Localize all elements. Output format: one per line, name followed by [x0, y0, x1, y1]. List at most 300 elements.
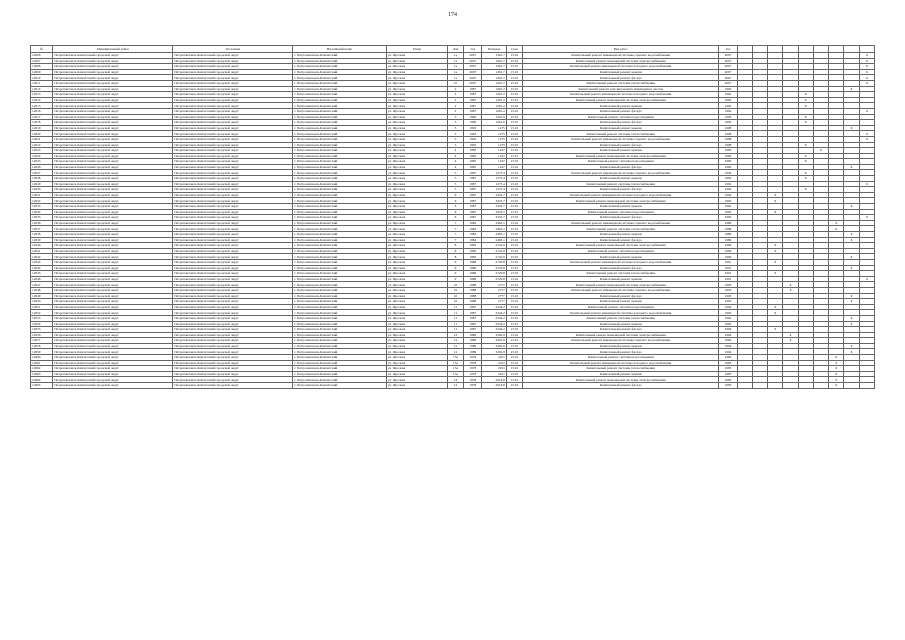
table-cell: 11: [447, 321, 463, 327]
table-cell: 1987: [464, 181, 482, 187]
table-cell: [859, 383, 874, 389]
table-cell: г. Петропавловск-Камчатский: [293, 125, 387, 131]
table-cell: 15.01: [506, 237, 522, 243]
table-cell: 1983: [719, 383, 737, 389]
table-cell: 12627: [31, 170, 53, 176]
table-cell: 8: [447, 254, 463, 260]
table-cell: ул. Фролова: [386, 366, 447, 372]
table-cell: 3: [447, 120, 463, 126]
table-cell: x: [829, 355, 844, 361]
table-cell: 12613: [31, 92, 53, 98]
table-cell: x: [829, 220, 844, 226]
table-cell: 2544.2: [482, 321, 506, 327]
table-cell: 12641: [31, 248, 53, 254]
table-cell: 11: [447, 327, 463, 333]
table-cell: Петропавловск-Камчатский городской округ: [53, 131, 173, 137]
table-cell: 1992: [719, 97, 737, 103]
table-cell: 15.01: [506, 243, 522, 249]
table-cell: 1995: [719, 114, 737, 120]
table-cell: 1990: [719, 248, 737, 254]
header-cell: [829, 46, 844, 53]
table-cell: 1978: [464, 355, 482, 361]
table-cell: 1992: [719, 92, 737, 98]
table-cell: 12608: [31, 64, 53, 70]
table-cell: x: [844, 265, 859, 271]
table-cell: 2007: [464, 75, 482, 81]
table-cell: 1983: [719, 371, 737, 377]
table-cell: Петропавловск-Камчатский городской округ: [173, 226, 293, 232]
table-cell: x: [844, 349, 859, 355]
table-cell: 1261.0: [482, 114, 506, 120]
table-cell: 15.01: [506, 181, 522, 187]
table-cell: x: [768, 327, 783, 333]
table-cell: x: [829, 371, 844, 377]
table-cell: г. Петропавловск-Камчатский: [293, 92, 387, 98]
table-cell: 15.01: [506, 299, 522, 305]
table-cell: 8: [447, 243, 463, 249]
table-cell: 2: [447, 108, 463, 114]
table-cell: Капитальный ремонт системы теплоснабжения: [523, 366, 719, 372]
table-cell: x: [844, 321, 859, 327]
table-cell: x: [798, 153, 813, 159]
header-cell: Год: [464, 46, 482, 53]
table-cell: г. Петропавловск-Камчатский: [293, 181, 387, 187]
table-cell: 1992: [719, 304, 737, 310]
table-cell: 1993: [464, 131, 482, 137]
table-cell: Петропавловск-Камчатский городской округ: [53, 142, 173, 148]
table-cell: Капитальный ремонт фасада: [523, 164, 719, 170]
table-cell: ул. Фролова: [386, 220, 447, 226]
table-cell: г. Петропавловск-Камчатский: [293, 287, 387, 293]
table-cell: Петропавловск-Камчатский городской округ: [173, 181, 293, 187]
table-cell: Петропавловск-Камчатский городской округ: [53, 226, 173, 232]
table-cell: 1987: [464, 86, 482, 92]
table-cell: г. Петропавловск-Камчатский: [293, 248, 387, 254]
table-cell: 1261.0: [482, 120, 506, 126]
table-cell: ул. Фролова: [386, 69, 447, 75]
table-cell: 12650: [31, 299, 53, 305]
table-cell: Петропавловск-Камчатский городской округ: [53, 355, 173, 361]
table-cell: 1985: [464, 248, 482, 254]
table-cell: Капитальный ремонт системы водоотведения: [523, 114, 719, 120]
table-cell: ул. Фролова: [386, 53, 447, 59]
table-cell: г. Петропавловск-Камчатский: [293, 75, 387, 81]
table-cell: 9: [447, 265, 463, 271]
table-cell: Капитальный ремонт фасада: [523, 187, 719, 193]
table-cell: 12656: [31, 332, 53, 338]
table-cell: Капитальный ремонт инженерной системы горячего водоснабжения: [523, 136, 719, 142]
table-cell: г. Петропавловск-Камчатский: [293, 232, 387, 238]
table-cell: Капитальный ремонт крыши: [523, 204, 719, 210]
table-cell: 6: [447, 215, 463, 221]
table-cell: x: [859, 181, 874, 187]
table-cell: 2011: [482, 366, 506, 372]
table-cell: 1987: [464, 304, 482, 310]
table-cell: 15.01: [506, 304, 522, 310]
table-cell: 12657: [31, 338, 53, 344]
table-cell: г. Петропавловск-Камчатский: [293, 282, 387, 288]
table-cell: Петропавловск-Камчатский городской округ: [53, 181, 173, 187]
table-cell: ул. Фролова: [386, 232, 447, 238]
table-cell: Петропавловск-Камчатский городской округ: [53, 86, 173, 92]
table-cell: 1984: [464, 220, 482, 226]
table-cell: 15.01: [506, 360, 522, 366]
table-cell: 1989: [719, 226, 737, 232]
table-cell: г. Петропавловск-Камчатский: [293, 64, 387, 70]
table-cell: Капитальный ремонт системы теплоснабжения: [523, 181, 719, 187]
table-cell: Капитальный ремонт инженерной системы горячего водоснабжения: [523, 220, 719, 226]
table-cell: 2: [447, 86, 463, 92]
table-cell: Петропавловск-Камчатский городской округ: [53, 338, 173, 344]
table-cell: ул. Фролова: [386, 131, 447, 137]
table-cell: 12639: [31, 237, 53, 243]
table-cell: Петропавловск-Камчатский городской округ: [173, 97, 293, 103]
table-cell: 12642: [31, 254, 53, 260]
table-cell: 1993: [719, 293, 737, 299]
table-cell: x: [844, 315, 859, 321]
table-cell: ул. Фролова: [386, 176, 447, 182]
table-cell: Петропавловск-Камчатский городской округ: [53, 304, 173, 310]
table-cell: 1261.7: [482, 80, 506, 86]
table-cell: 2007: [719, 80, 737, 86]
table-cell: 15.01: [506, 103, 522, 109]
table-cell: ул. Фролова: [386, 243, 447, 249]
table-cell: 1987: [464, 315, 482, 321]
table-cell: г. Петропавловск-Камчатский: [293, 304, 387, 310]
table-cell: Петропавловск-Камчатский городской округ: [173, 148, 293, 154]
table-cell: Петропавловск-Камчатский городской округ: [53, 248, 173, 254]
table-cell: г. Петропавловск-Камчатский: [293, 299, 387, 305]
table-cell: Капитальный ремонт системы водоотведения: [523, 304, 719, 310]
table-cell: 1988: [464, 299, 482, 305]
table-cell: Петропавловск-Камчатский городской округ: [173, 271, 293, 277]
table-cell: Петропавловск-Камчатский городской округ: [173, 131, 293, 137]
table-cell: Петропавловск-Камчатский городской округ: [53, 64, 173, 70]
table-cell: x: [844, 86, 859, 92]
table-cell: Капитальный ремонт фасада: [523, 265, 719, 271]
table-cell: ул. Фролова: [386, 321, 447, 327]
table-cell: 15.01: [506, 148, 522, 154]
table-cell: Капитальный ремонт фасада: [523, 349, 719, 355]
table-cell: x: [798, 103, 813, 109]
table-cell: 12643: [31, 259, 53, 265]
table-cell: г. Петропавловск-Камчатский: [293, 377, 387, 383]
table-cell: Капитальный ремонт системы водоотведения: [523, 209, 719, 215]
table-cell: г. Петропавловск-Камчатский: [293, 114, 387, 120]
table-cell: Петропавловск-Камчатский городской округ: [53, 254, 173, 260]
table-cell: 3432.7: [482, 204, 506, 210]
table-cell: ул. Фролова: [386, 349, 447, 355]
table-cell: 15.01: [506, 377, 522, 383]
table-cell: 1985: [464, 243, 482, 249]
table-cell: x: [859, 276, 874, 282]
table-cell: x: [844, 125, 859, 131]
table-cell: 3: [447, 131, 463, 137]
table-cell: ул. Фролова: [386, 164, 447, 170]
table-cell: 1985: [464, 148, 482, 154]
table-cell: ул. Фролова: [386, 108, 447, 114]
table-cell: Петропавловск-Камчатский городской округ: [173, 321, 293, 327]
table-cell: 6: [447, 209, 463, 215]
table-cell: 15.01: [506, 153, 522, 159]
table-cell: Петропавловск-Камчатский городской округ: [53, 114, 173, 120]
table-cell: г. Петропавловск-Камчатский: [293, 265, 387, 271]
table-cell: 1991: [719, 259, 737, 265]
table-cell: г. Петропавловск-Камчатский: [293, 327, 387, 333]
table-cell: x: [829, 360, 844, 366]
table-cell: 2742.6: [482, 248, 506, 254]
table-cell: 15.01: [506, 176, 522, 182]
table-cell: 1986: [464, 276, 482, 282]
table-cell: Петропавловск-Камчатский городской округ: [173, 287, 293, 293]
table-cell: 15.01: [506, 209, 522, 215]
table-cell: x: [844, 204, 859, 210]
table-cell: 1987: [464, 198, 482, 204]
table-cell: 12607: [31, 58, 53, 64]
register-table: [30, 45, 875, 389]
table-cell: г. Петропавловск-Камчатский: [293, 355, 387, 361]
table-cell: 15.01: [506, 232, 522, 238]
table-cell: ул. Фролова: [386, 64, 447, 70]
table-cell: Петропавловск-Камчатский городской округ: [173, 64, 293, 70]
table-cell: x: [829, 377, 844, 383]
table-cell: 12640: [31, 243, 53, 249]
table-cell: 1992: [719, 327, 737, 333]
table-cell: Капитальный ремонт инженерной системы электроснабжения: [523, 282, 719, 288]
table-cell: [737, 383, 752, 389]
table-cell: ул. Фролова: [386, 282, 447, 288]
table-cell: 1992: [719, 198, 737, 204]
table-cell: x: [859, 108, 874, 114]
table-cell: г. Петропавловск-Камчатский: [293, 198, 387, 204]
table-cell: ул. Фролова: [386, 92, 447, 98]
table-cell: 2007: [464, 64, 482, 70]
table-cell: 15.01: [506, 321, 522, 327]
table-cell: [813, 383, 828, 389]
table-cell: ул. Фролова: [386, 136, 447, 142]
table-cell: 1992: [719, 204, 737, 210]
header-cell: [844, 46, 859, 53]
table-cell: ул. Фролова: [386, 360, 447, 366]
table-cell: 15.01: [506, 248, 522, 254]
table-cell: 10: [447, 282, 463, 288]
table-cell: 12648: [31, 287, 53, 293]
table-cell: x: [844, 299, 859, 305]
table-cell: 1985: [464, 153, 482, 159]
table-cell: 2777: [482, 293, 506, 299]
table-cell: 1993: [719, 282, 737, 288]
table-cell: 2011: [482, 360, 506, 366]
table-cell: x: [768, 259, 783, 265]
header-cell: Улица: [386, 46, 447, 53]
table-cell: Капитальный ремонт инженерной системы холодного водоснабжения: [523, 192, 719, 198]
table-cell: г. Петропавловск-Камчатский: [293, 226, 387, 232]
table-cell: Петропавловск-Камчатский городской округ: [53, 265, 173, 271]
table-cell: 1989: [719, 232, 737, 238]
table-cell: 3432.7: [482, 209, 506, 215]
table-cell: 15.01: [506, 136, 522, 142]
table-cell: г. Петропавловск-Камчатский: [293, 170, 387, 176]
header-cell: Срок: [506, 46, 522, 53]
table-cell: Петропавловск-Камчатский городской округ: [173, 248, 293, 254]
table-cell: 12621: [31, 136, 53, 142]
table-body: [31, 53, 875, 389]
table-cell: x: [768, 192, 783, 198]
table-cell: Петропавловск-Камчатский городской округ: [173, 299, 293, 305]
table-cell: Петропавловск-Камчатский городской округ: [173, 343, 293, 349]
table-cell: 2016.8: [482, 377, 506, 383]
table-cell: 12636: [31, 220, 53, 226]
table-cell: 15.01: [506, 366, 522, 372]
table-cell: г. Петропавловск-Камчатский: [293, 80, 387, 86]
table-cell: 1261.7: [482, 64, 506, 70]
table-cell: 9: [447, 259, 463, 265]
table-cell: 12: [447, 343, 463, 349]
table-cell: ул. Фролова: [386, 315, 447, 321]
table-cell: Петропавловск-Камчатский городской округ: [173, 153, 293, 159]
table-cell: Петропавловск-Камчатский городской округ: [53, 271, 173, 277]
table-cell: г. Петропавловск-Камчатский: [293, 176, 387, 182]
table-cell: 1987: [464, 310, 482, 316]
table-cell: x: [768, 248, 783, 254]
table-cell: 15.01: [506, 338, 522, 344]
table-cell: 1978: [464, 371, 482, 377]
table-cell: ул. Фролова: [386, 271, 447, 277]
table-cell: Петропавловск-Камчатский городской округ: [173, 108, 293, 114]
table-cell: 12645: [31, 271, 53, 277]
table-cell: Капитальный ремонт инженерной системы холодного водоснабжения: [523, 64, 719, 70]
table-cell: 13а: [447, 355, 463, 361]
table-cell: 1275: [482, 136, 506, 142]
table-cell: 15.01: [506, 108, 522, 114]
table-cell: 14: [447, 383, 463, 389]
table-cell: 1987: [464, 176, 482, 182]
table-cell: Петропавловск-Камчатский городской округ: [173, 383, 293, 389]
table-cell: 11: [447, 310, 463, 316]
table-cell: Капитальный ремонт инженерной системы электроснабжения: [523, 97, 719, 103]
table-cell: 1990: [719, 159, 737, 165]
table-cell: 2007: [719, 75, 737, 81]
table-cell: 15.01: [506, 383, 522, 389]
table-cell: Капитальный ремонт системы теплоснабжения: [523, 80, 719, 86]
table-cell: Капитальный ремонт фасада: [523, 383, 719, 389]
table-cell: 12635: [31, 215, 53, 221]
table-cell: [768, 383, 783, 389]
table-cell: г. Петропавловск-Камчатский: [293, 153, 387, 159]
table-cell: 15.01: [506, 371, 522, 377]
table-cell: 2544.2: [482, 304, 506, 310]
table-cell: ул. Фролова: [386, 204, 447, 210]
table-cell: 12663: [31, 371, 53, 377]
table-cell: 1987: [464, 204, 482, 210]
table-cell: Капитальный ремонт фасада: [523, 108, 719, 114]
table-cell: Капитальный ремонт инженерной системы холодного водоснабжения: [523, 92, 719, 98]
header-cell: Дом: [447, 46, 463, 53]
table-cell: 15.01: [506, 327, 522, 333]
header-cell: [752, 46, 767, 53]
table-cell: 1992: [719, 181, 737, 187]
table-cell: 1990: [719, 153, 737, 159]
table-cell: Петропавловск-Камчатский городской округ: [53, 58, 173, 64]
table-cell: 1987: [464, 192, 482, 198]
table-cell: 1993: [464, 136, 482, 142]
table-cell: 12638: [31, 232, 53, 238]
table-cell: ул. Фролова: [386, 159, 447, 165]
table-cell: Петропавловск-Камчатский городской округ: [173, 75, 293, 81]
table-cell: Петропавловск-Камчатский городской округ: [173, 232, 293, 238]
table-cell: 1992: [719, 176, 737, 182]
table-cell: 11: [447, 315, 463, 321]
table-cell: 2007: [464, 53, 482, 59]
table-cell: 12611: [31, 80, 53, 86]
table-cell: г. Петропавловск-Камчатский: [293, 53, 387, 59]
table-cell: x: [829, 226, 844, 232]
table-cell: 1247: [482, 148, 506, 154]
table-cell: 15.01: [506, 142, 522, 148]
table-cell: 1983: [719, 355, 737, 361]
table-cell: Петропавловск-Камчатский городской округ: [53, 97, 173, 103]
table-cell: г. Петропавловск-Камчатский: [293, 343, 387, 349]
table-cell: Петропавловск-Камчатский городской округ: [53, 170, 173, 176]
table-cell: ул. Фролова: [386, 287, 447, 293]
table-cell: 1983: [719, 377, 737, 383]
table-cell: x: [783, 332, 798, 338]
table-cell: Петропавловск-Камчатский городской округ: [53, 243, 173, 249]
table-cell: 2742.6: [482, 254, 506, 260]
table-cell: 1987: [464, 327, 482, 333]
table-cell: 2007: [719, 69, 737, 75]
table-cell: Капитальный ремонт системы водоотведения: [523, 159, 719, 165]
table-cell: г. Петропавловск-Камчатский: [293, 148, 387, 154]
table-cell: x: [813, 148, 828, 154]
table-cell: г. Петропавловск-Камчатский: [293, 271, 387, 277]
table-cell: 2007: [719, 64, 737, 70]
table-cell: Петропавловск-Камчатский городской округ: [173, 366, 293, 372]
table-cell: x: [844, 164, 859, 170]
table-cell: ул. Фролова: [386, 338, 447, 344]
table-cell: Капитальный ремонт крыши: [523, 232, 719, 238]
table-cell: 12652: [31, 310, 53, 316]
table-cell: Капитальный ремонт инженерной системы электроснабжения: [523, 153, 719, 159]
table-cell: x: [859, 64, 874, 70]
table-cell: 1987: [464, 209, 482, 215]
header-cell: Населённый пункт: [293, 46, 387, 53]
table-cell: x: [768, 198, 783, 204]
table-cell: г. Петропавловск-Камчатский: [293, 338, 387, 344]
table-cell: 15.01: [506, 64, 522, 70]
table-cell: 2777: [482, 287, 506, 293]
table-cell: Петропавловск-Камчатский городской округ: [173, 142, 293, 148]
table-cell: Капитальный ремонт крыши: [523, 176, 719, 182]
register-table-container: [30, 45, 875, 389]
table-cell: ул. Фролова: [386, 254, 447, 260]
table-cell: 12632: [31, 198, 53, 204]
table-cell: г. Петропавловск-Камчатский: [293, 120, 387, 126]
table-cell: 1978: [464, 360, 482, 366]
table-cell: 1994: [719, 349, 737, 355]
table-cell: 15.01: [506, 349, 522, 355]
table-cell: ул. Фролова: [386, 304, 447, 310]
table-cell: г. Петропавловск-Камчатский: [293, 315, 387, 321]
table-cell: 2463.1: [482, 226, 506, 232]
table-cell: 1987: [464, 170, 482, 176]
table-cell: Петропавловск-Камчатский городской округ: [173, 209, 293, 215]
table-cell: 1987: [464, 187, 482, 193]
table-cell: 15.01: [506, 192, 522, 198]
table-cell: 12647: [31, 282, 53, 288]
table-cell: 2007: [464, 80, 482, 86]
table-cell: Капитальный ремонт крыши: [523, 125, 719, 131]
